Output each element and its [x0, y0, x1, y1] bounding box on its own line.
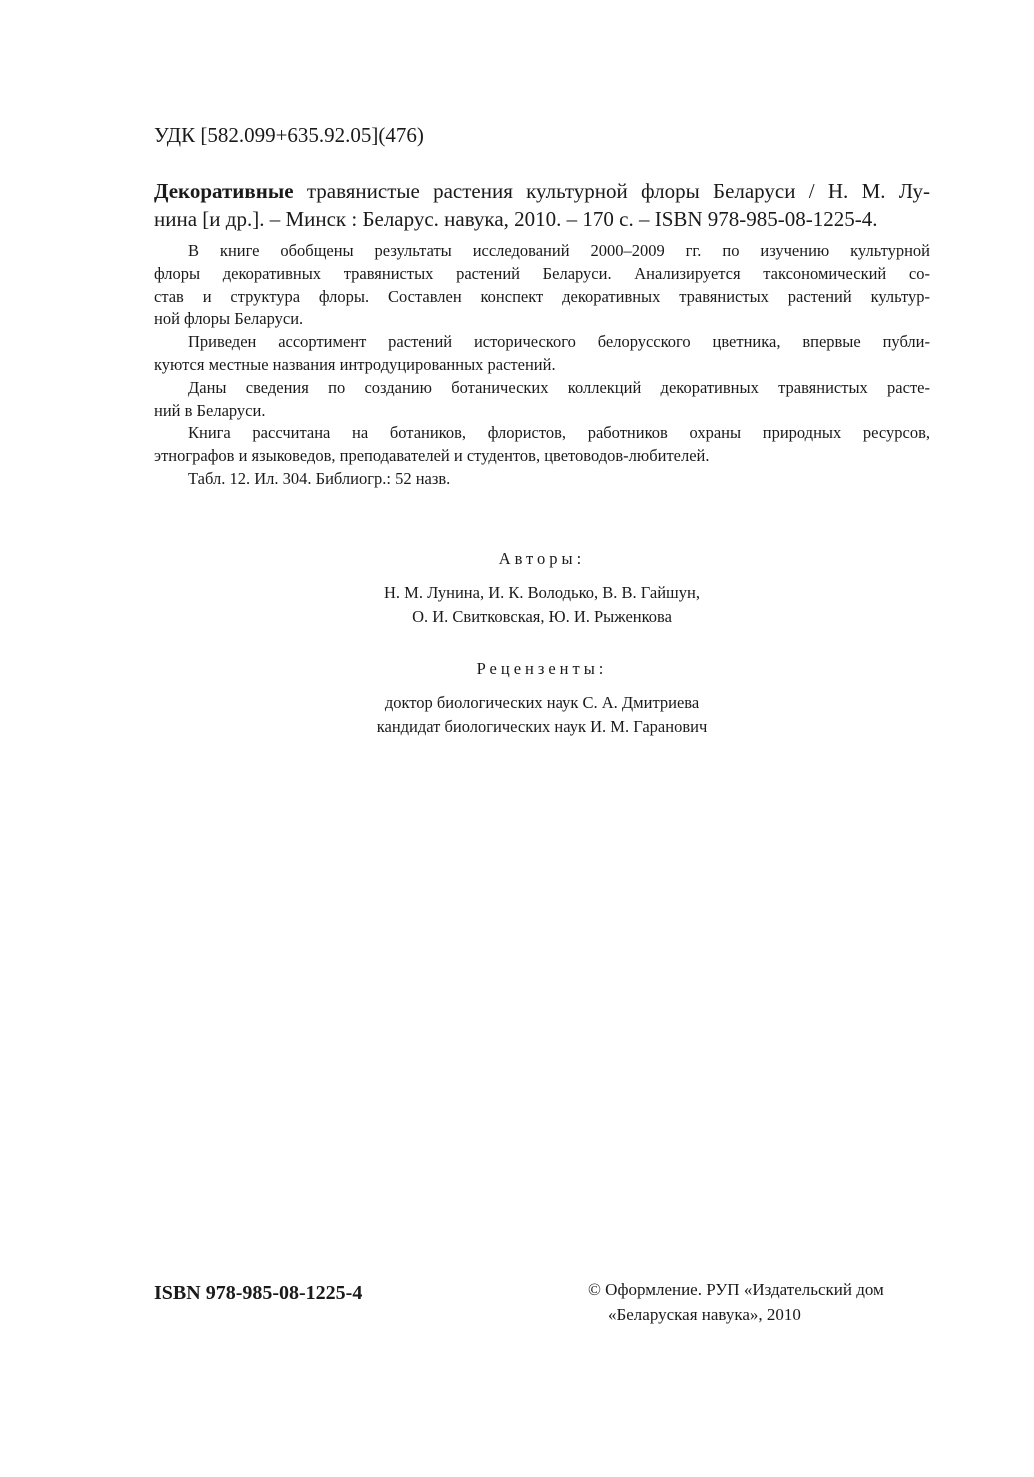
reviewers-list [154, 691, 930, 739]
abstract-line: куются местные названия интродуцированных растений. [154, 354, 556, 374]
authors-list [154, 581, 930, 629]
abstract-line: Книга рассчитана на ботаников, флористов, работников охраны природных ресурсов, [188, 423, 930, 443]
authors-line-2: О. И. Свитковская, Ю. И. Рыженкова [412, 607, 672, 626]
reviewers-line-2: кандидат биологических наук И. М. Гаранович [376, 717, 708, 736]
biblio-line-1-rest: травянистые растения культурной флоры Беларуси / Н. М. Лу- [293, 179, 930, 203]
abstract-line: Даны сведения по созданию ботанических коллекций декоративных травянистых расте- [188, 377, 930, 397]
udc-code: УДК [582.099+635.92.05](476) [154, 123, 424, 147]
bibliographic-description [154, 177, 930, 233]
abstract-line: ной флоры Беларуси. [154, 309, 304, 329]
abstract [154, 240, 930, 491]
abstract-line: флоры декоративных травянистых растений Беларуси. Анализируется таксономический со- [154, 263, 930, 283]
biblio-title-bold: Декоративные [154, 179, 294, 203]
reviewers-heading: Рецензенты: [476, 659, 608, 678]
biblio-line-1 [154, 177, 930, 205]
copyright-line-1: © Оформление. РУП «Издательский дом [588, 1280, 884, 1299]
authors-line-1: Н. М. Лунина, И. К. Володько, В. В. Гайшун, [384, 583, 700, 602]
reviewers-line-1: доктор биологических наук С. А. Дмитриева [384, 693, 700, 712]
biblio-line-2: нина [и др.]. – Минск : Беларус. навука, 2010. – 170 с. – ISBN 978-985-08-1225-4. [154, 207, 878, 231]
abstract-line: Табл. 12. Ил. 304. Библиогр.: 52 назв. [188, 468, 451, 488]
copyright-line-2: «Беларуская навука», 2010 [608, 1305, 801, 1324]
authors-heading: Авторы: [498, 549, 586, 568]
abstract-line: Приведен ассортимент растений исторического белорусского цветника, впервые публи- [188, 332, 930, 352]
isbn: ISBN 978-985-08-1225-4 [154, 1282, 363, 1304]
copyright-notice [588, 1277, 930, 1327]
abstract-line: этнографов и языковедов, преподавателей и студентов, цветоводов-любителей. [154, 446, 710, 466]
abstract-line: ний в Беларуси. [154, 400, 266, 420]
abstract-line: став и структура флоры. Составлен конспект декоративных травянистых растений культур- [154, 286, 930, 306]
abstract-line: В книге обобщены результаты исследований 2000–2009 гг. по изучению культурной [188, 241, 930, 260]
